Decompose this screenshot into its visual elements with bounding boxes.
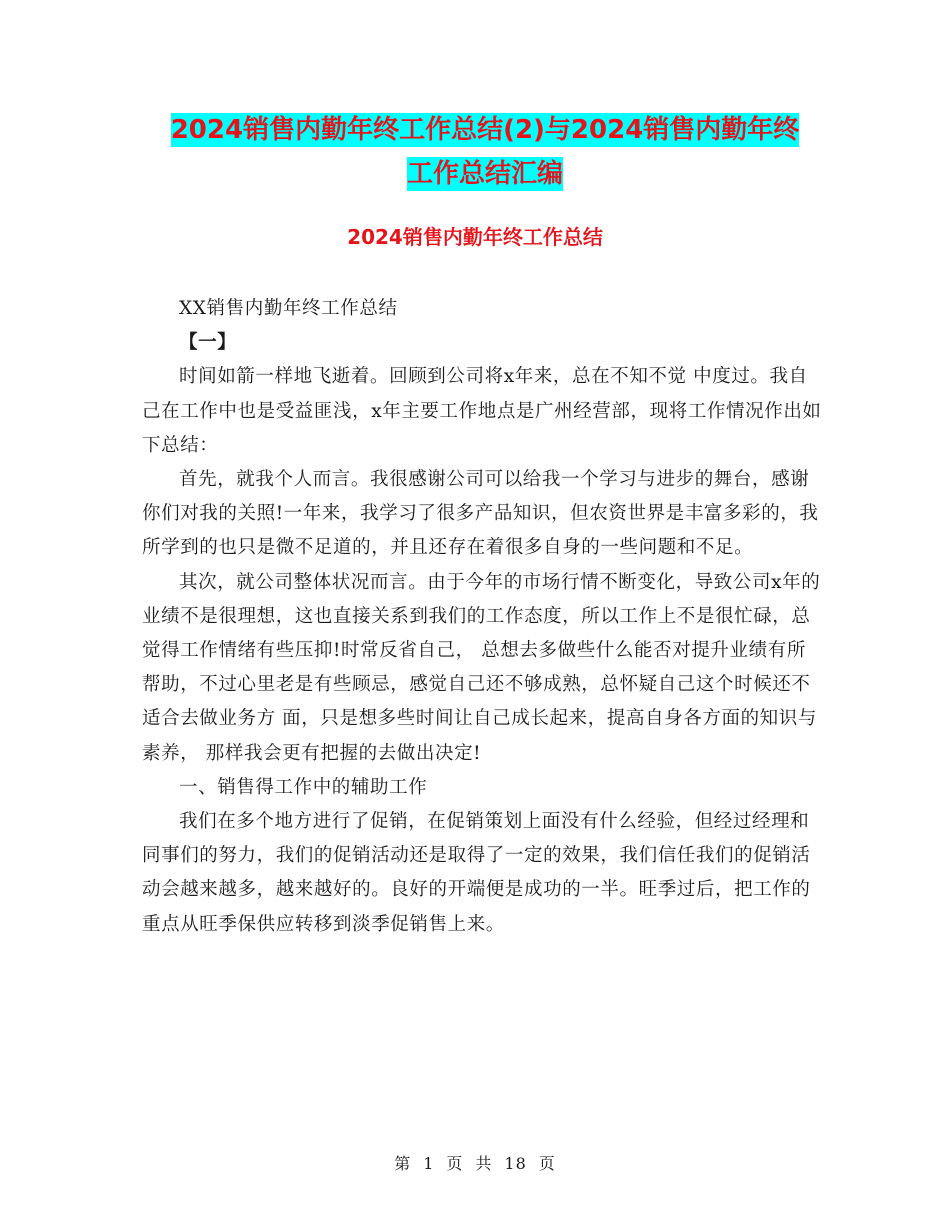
paragraph-subheading: 一、销售得工作中的辅助工作 [179,776,428,798]
footer-page-number: 1 [423,1154,435,1173]
footer-suffix: 页 [538,1154,556,1173]
paragraph: 首先，就我个人而言。我很感谢公司可以给我一个学习与进步的舞台，感谢你们对我的关照!一年来，我学习了很多产品知识，但农资世界是丰富多彩的，我所学到的也只是微不足道的，并且还存在着很多自身的一些问题和不足。 [142,469,819,559]
document-title-line-2: 工作总结汇编 [406,159,563,189]
paragraph: 我们在多个地方进行了促销，在促销策划上面没有什么经验，但经过经理和同事们的努力，我们的促销活动还是取得了一定的效果，我们信任我们的促销活动会越来越多，越来越好的。良好的开端便是成功的一半。旺季过后，把工作的重点从旺季保供应转移到淡季促销售上来。 [142,811,811,935]
paragraph: 时间如箭一样地飞逝着。回顾到公司将x年来，总在不知不觉 中度过。我自己在工作中也是受益匪浅，x年主要工作地点是广州经营部，现将工作情况作出如下总结： [142,366,822,456]
paragraph-heading: XX销售内勤年终工作总结 [179,298,398,319]
document-title [160,108,810,196]
document-body [142,292,822,942]
footer-total-label: 共 [475,1154,493,1173]
page-footer [0,1152,950,1176]
paragraph-section-marker: 【一】 [179,332,237,354]
footer-page-label: 页 [446,1154,464,1173]
document-title-line-1: 2024销售内勤年终工作总结(2)与2024销售内勤年终 [170,115,800,145]
section-title: 2024销售内勤年终工作总结 [347,225,603,249]
footer-prefix: 第 [394,1154,412,1173]
paragraph: 其次，就公司整体状况而言。由于今年的市场行情不断变化，导致公司x年的业绩不是很理想，这也直接关系到我们的工作态度，所以工作上不是很忙碌，总觉得工作情绪有些压抑!时常反省自己， 总想去多做些什么能否对提升业绩有所帮助，不过心里老是有些顾忌，感觉自己还不够成熟，总怀疑自己这个时候还不适合去做业务方 面，只是想多些时间让自己成长起来，提高自身各方面的知识与素养， 那样我会更有把握的去做出决定! [142,571,821,764]
footer-total-pages: 18 [504,1154,527,1173]
